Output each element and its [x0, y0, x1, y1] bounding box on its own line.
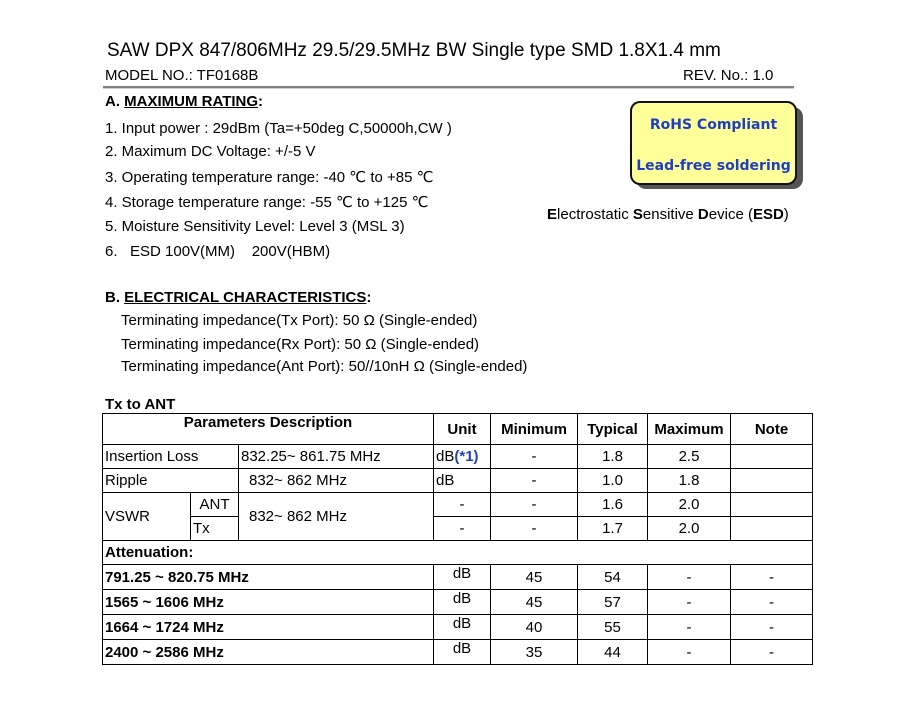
freq-range: 832~ 862 MHz	[239, 493, 434, 541]
min-cell: 45	[491, 590, 578, 615]
note-cell	[731, 469, 813, 493]
freq-range: 832~ 862 MHz	[239, 469, 434, 493]
min-cell: 45	[491, 565, 578, 590]
table-row	[103, 469, 813, 493]
min-header: Minimum	[491, 414, 578, 445]
unit-cell: dB	[434, 615, 491, 640]
max-rating-item: 6. ESD 100V(MM) 200V(HBM)	[105, 243, 331, 260]
note-cell: -	[731, 640, 813, 665]
typ-cell: 55	[578, 615, 648, 640]
typ-cell: 44	[578, 640, 648, 665]
table-header-row	[103, 414, 813, 445]
max-cell: -	[648, 590, 731, 615]
header-divider	[103, 86, 794, 89]
unit-header: Unit	[434, 414, 491, 445]
unit-cell: -	[434, 517, 491, 541]
typ-cell: 54	[578, 565, 648, 590]
specs-table	[102, 413, 813, 665]
max-header: Maximum	[648, 414, 731, 445]
note-cell	[731, 445, 813, 469]
typ-header: Typical	[578, 414, 648, 445]
port-label: ANT	[191, 493, 239, 517]
max-rating-item: 2. Maximum DC Voltage: +/-5 V	[105, 143, 316, 160]
typ-cell: 57	[578, 590, 648, 615]
footnote-ref: (*1)	[454, 448, 479, 465]
table-row	[103, 615, 813, 640]
typ-cell: 1.7	[578, 517, 648, 541]
esd-notice: Electrostatic Sensitive Device (ESD)	[547, 206, 789, 223]
freq-range: 791.25 ~ 820.75 MHz	[103, 565, 434, 590]
freq-range: 1664 ~ 1724 MHz	[103, 615, 434, 640]
unit-cell: dB	[434, 590, 491, 615]
table-row	[103, 445, 813, 469]
impedance-line: Terminating impedance(Rx Port): 50 Ω (Single-ended)	[121, 336, 480, 353]
section-b-heading: B. ELECTRICAL CHARACTERISTICS:	[105, 289, 372, 306]
rohs-compliant-label: RoHS Compliant	[649, 117, 778, 133]
typ-cell: 1.6	[578, 493, 648, 517]
note-cell	[731, 493, 813, 517]
min-cell: -	[491, 493, 578, 517]
note-cell: -	[731, 615, 813, 640]
table-row	[103, 517, 813, 541]
unit-cell: dB	[434, 565, 491, 590]
impedance-line: Terminating impedance(Tx Port): 50 Ω (Single-ended)	[121, 312, 478, 329]
note-cell	[731, 517, 813, 541]
model-number: MODEL NO.: TF0168B	[105, 67, 259, 84]
max-cell: -	[648, 565, 731, 590]
impedance-line: Terminating impedance(Ant Port): 50//10nH Ω (Single-ended)	[121, 358, 528, 375]
rohs-badge	[630, 101, 797, 185]
typ-cell: 1.0	[578, 469, 648, 493]
max-cell: 2.0	[648, 517, 731, 541]
max-cell: -	[648, 640, 731, 665]
max-rating-item: 4. Storage temperature range: -55 ℃ to +125 ℃	[105, 194, 429, 211]
max-cell: 1.8	[648, 469, 731, 493]
min-cell: -	[491, 445, 578, 469]
param-name: Insertion Loss	[103, 445, 239, 469]
note-cell: -	[731, 565, 813, 590]
min-cell: -	[491, 517, 578, 541]
freq-range: 1565 ~ 1606 MHz	[103, 590, 434, 615]
table-row	[103, 640, 813, 665]
param-header: Parameters Description	[103, 414, 434, 445]
port-label: Tx	[191, 517, 239, 541]
unit-cell: -	[434, 493, 491, 517]
revision-number: REV. No.: 1.0	[683, 67, 774, 84]
min-cell: -	[491, 469, 578, 493]
table-row	[103, 541, 813, 565]
max-cell: 2.5	[648, 445, 731, 469]
table-row	[103, 493, 813, 517]
table-row	[103, 590, 813, 615]
section-a-heading: A. MAXIMUM RATING:	[105, 93, 264, 110]
max-rating-item: 1. Input power : 29dBm (Ta=+50deg C,50000h,CW )	[105, 120, 452, 137]
table-row	[103, 565, 813, 590]
max-rating-item: 3. Operating temperature range: -40 ℃ to +85 ℃	[105, 169, 434, 186]
unit-cell: dB(*1)	[434, 445, 491, 469]
min-cell: 35	[491, 640, 578, 665]
note-cell: -	[731, 590, 813, 615]
table-caption: Tx to ANT	[105, 396, 176, 413]
document-title: SAW DPX 847/806MHz 29.5/29.5MHz BW Single type SMD 1.8X1.4 mm	[107, 40, 721, 61]
max-rating-item: 5. Moisture Sensitivity Level: Level 3 (MSL 3)	[105, 218, 405, 235]
param-name: VSWR	[103, 493, 191, 541]
freq-range: 2400 ~ 2586 MHz	[103, 640, 434, 665]
attenuation-label: Attenuation:	[103, 541, 813, 565]
freq-range: 832.25~ 861.75 MHz	[239, 445, 434, 469]
unit-cell: dB	[434, 469, 491, 493]
lead-free-label: Lead-free soldering	[636, 158, 791, 174]
max-cell: 2.0	[648, 493, 731, 517]
min-cell: 40	[491, 615, 578, 640]
max-cell: -	[648, 615, 731, 640]
unit-cell: dB	[434, 640, 491, 665]
note-header: Note	[731, 414, 813, 445]
typ-cell: 1.8	[578, 445, 648, 469]
param-name: Ripple	[103, 469, 239, 493]
